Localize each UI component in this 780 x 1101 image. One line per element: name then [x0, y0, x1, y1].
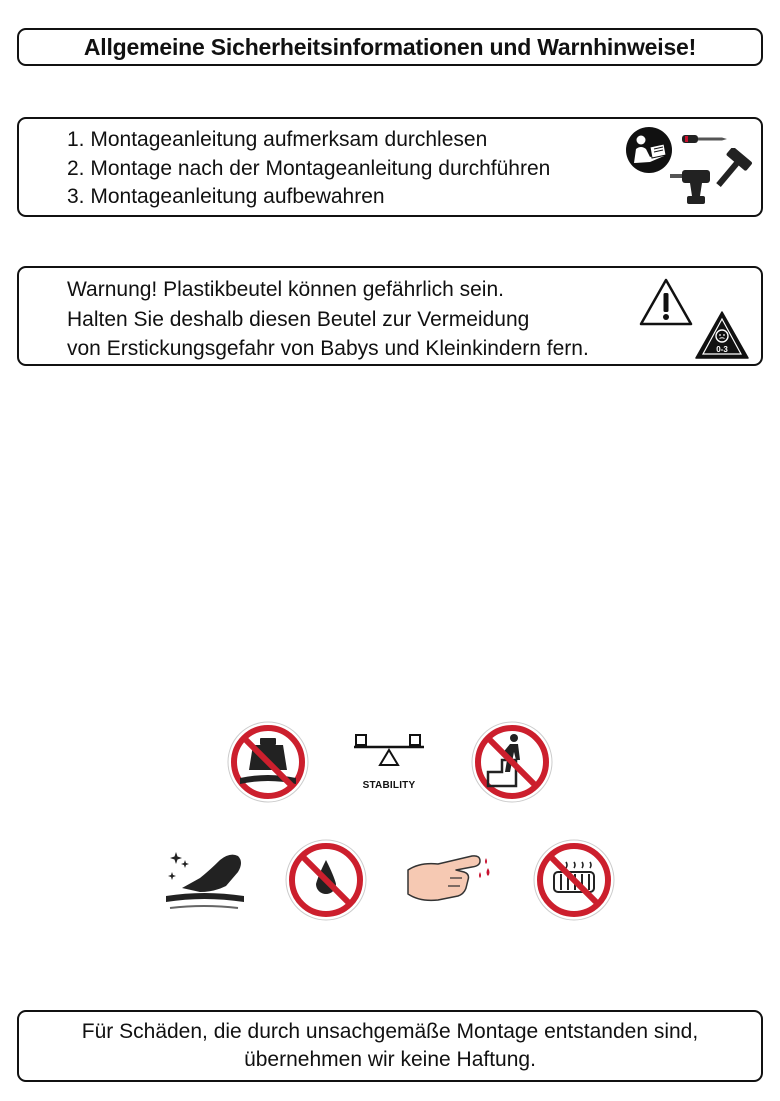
warning-triangle-icon [638, 277, 694, 327]
no-heat-icon [532, 838, 616, 922]
hammer-icon [710, 148, 754, 190]
warning-line-2: Halten Sie deshalb diesen Beutel zur Vermeidung [67, 307, 530, 331]
read-manual-icon [624, 125, 674, 175]
warning-line-1: Warnung! Plastikbeutel können gefährlich sein. [67, 278, 504, 301]
warning-line-3: von Erstickungsgefahr von Babys und Kleinkindern fern. [67, 337, 589, 360]
disclaimer-line-1: Für Schäden, die durch unsachgemäße Montage entstanden sind, [81, 1020, 699, 1043]
screwdriver-icon [680, 132, 728, 146]
stability-icon [352, 730, 426, 774]
no-liquid-icon [284, 838, 368, 922]
stability-label: STABILITY [362, 780, 416, 791]
warning-text [67, 275, 589, 364]
drill-icon [668, 166, 716, 206]
page-title: Allgemeine Sicherheitsinformationen und Warnhinweise! [83, 33, 697, 60]
liability-disclaimer-box [17, 1010, 763, 1082]
assembly-steps [67, 126, 550, 212]
assembly-step-3: 3. Montageanleitung aufbewahren [67, 185, 385, 208]
age-0-3-icon [694, 310, 750, 360]
title-box [17, 28, 763, 66]
pinch-hazard-icon [404, 848, 500, 910]
no-heavy-load-icon [226, 720, 310, 804]
no-climbing-icon [470, 720, 554, 804]
age-label: 0-3 [716, 345, 728, 354]
dry-cleaning-icon [164, 846, 246, 918]
disclaimer-line-2: übernehmen wir keine Haftung. [244, 1048, 536, 1071]
assembly-step-1: 1. Montageanleitung aufmerksam durchlesen [67, 128, 488, 151]
assembly-step-2: 2. Montage nach der Montageanleitung durchführen [67, 156, 551, 180]
